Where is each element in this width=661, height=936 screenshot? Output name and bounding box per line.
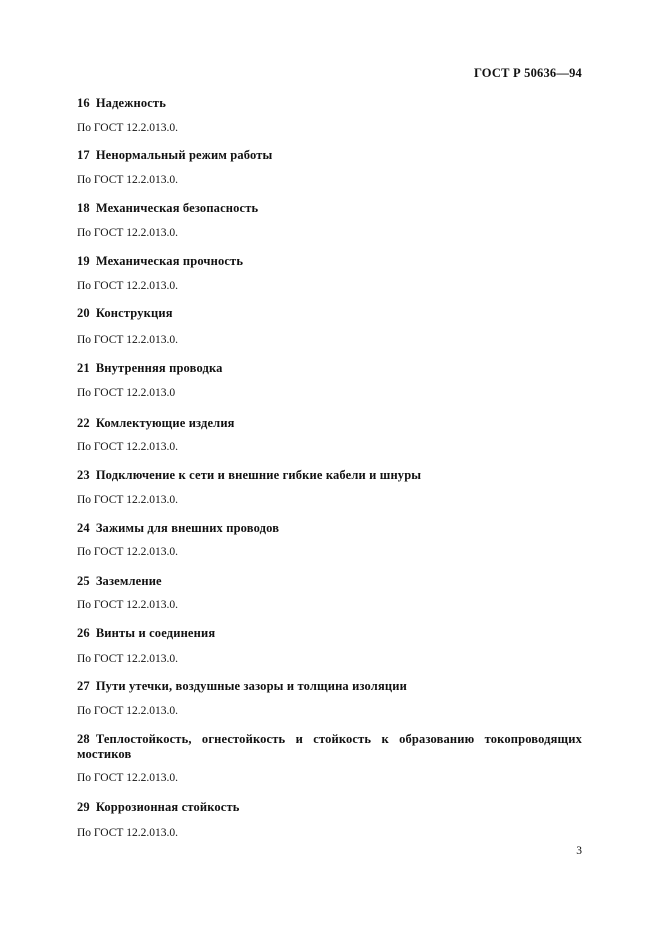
section-29 <box>77 800 582 839</box>
section-number: 19 <box>77 254 90 268</box>
section-number: 29 <box>77 800 90 814</box>
section-number: 16 <box>77 96 90 110</box>
section-number: 23 <box>77 468 90 482</box>
section-heading <box>77 468 582 483</box>
section-heading <box>77 201 582 216</box>
section-23 <box>77 468 582 506</box>
section-title: Надежность <box>95 96 166 110</box>
section-number: 18 <box>77 201 90 215</box>
section-text: По ГОСТ 12.2.013.0 <box>77 387 176 399</box>
section-text: По ГОСТ 12.2.013.0. <box>77 174 179 186</box>
section-heading <box>77 96 582 111</box>
section-27 <box>77 679 582 717</box>
section-title: Пути утечки, воздушные зазоры и толщина изоляции <box>95 679 407 693</box>
section-heading <box>77 521 582 536</box>
section-text: По ГОСТ 12.2.013.0. <box>77 494 179 506</box>
section-title: Ненормальный режим работы <box>95 148 273 162</box>
section-19 <box>77 254 582 292</box>
section-heading <box>77 626 582 641</box>
section-title: Подключение к сети и внешние гибкие кабели и шнуры <box>95 468 422 482</box>
section-text: По ГОСТ 12.2.013.0. <box>77 772 179 784</box>
section-number: 22 <box>77 416 90 430</box>
section-number: 20 <box>77 306 90 320</box>
section-16 <box>77 96 582 134</box>
section-heading <box>77 148 582 163</box>
section-number: 21 <box>77 361 90 375</box>
section-26 <box>77 626 582 665</box>
section-text: По ГОСТ 12.2.013.0. <box>77 705 179 717</box>
section-text: По ГОСТ 12.2.013.0. <box>77 227 179 239</box>
section-20 <box>77 306 582 346</box>
section-18 <box>77 201 582 239</box>
section-25 <box>77 574 582 611</box>
section-text: По ГОСТ 12.2.013.0. <box>77 546 179 558</box>
section-text: По ГОСТ 12.2.013.0. <box>77 334 179 346</box>
section-title: Зажимы для внешних проводов <box>95 521 280 535</box>
section-title: Комлектующие изделия <box>95 416 235 430</box>
section-number: 25 <box>77 574 90 588</box>
section-text: По ГОСТ 12.2.013.0. <box>77 599 179 611</box>
section-title: Механическая прочность <box>95 254 244 268</box>
section-text: По ГОСТ 12.2.013.0. <box>77 441 179 453</box>
section-text: По ГОСТ 12.2.013.0. <box>77 122 179 134</box>
section-title: Винты и соединения <box>95 626 216 640</box>
document-code: ГОСТ Р 50636—94 <box>473 66 582 80</box>
section-number: 26 <box>77 626 90 640</box>
section-title: Теплостойкость, огнестойкость и стойкость к образованию токопроводящих мостиков <box>77 732 582 761</box>
section-28 <box>77 732 582 784</box>
section-title: Конструкция <box>95 306 173 320</box>
section-number: 24 <box>77 521 90 535</box>
section-text: По ГОСТ 12.2.013.0. <box>77 280 179 292</box>
section-heading <box>77 306 582 321</box>
section-heading <box>77 574 582 589</box>
section-heading <box>77 732 582 762</box>
section-heading <box>77 800 582 815</box>
section-title: Механическая безопасность <box>95 201 259 215</box>
section-number: 28 <box>77 732 90 746</box>
section-text: По ГОСТ 12.2.013.0. <box>77 827 179 839</box>
section-title: Заземление <box>95 574 162 588</box>
section-title: Коррозионная стойкость <box>95 800 240 814</box>
section-21 <box>77 361 582 399</box>
section-17 <box>77 148 582 186</box>
section-text: По ГОСТ 12.2.013.0. <box>77 653 179 665</box>
page-number: 3 <box>576 845 582 857</box>
section-heading <box>77 254 582 269</box>
section-number: 27 <box>77 679 90 693</box>
section-22 <box>77 416 582 453</box>
section-heading <box>77 361 582 376</box>
section-number: 17 <box>77 148 90 162</box>
section-24 <box>77 521 582 558</box>
section-title: Внутренняя проводка <box>95 361 223 375</box>
section-heading <box>77 679 582 694</box>
section-heading <box>77 416 582 431</box>
